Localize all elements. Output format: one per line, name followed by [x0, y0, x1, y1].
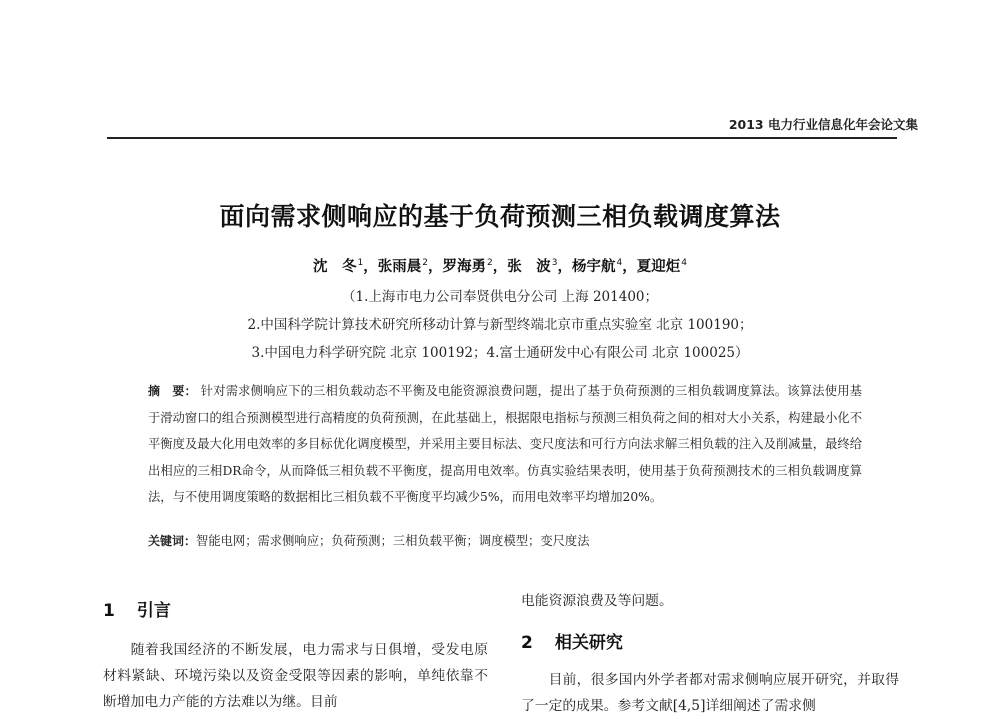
right-column: [521, 588, 899, 719]
related-paragraph: 目前，很多国内外学者都对需求侧响应展开研究，并取得了一定的成果。参考文献[4,5]详细阐述了需求侧: [521, 672, 899, 714]
author-list: 沈 冬$^1$，张雨晨$^2$，罗海勇$^2$，张 波$^3$，杨宇航$^4$，夏迎炬$^4$: [313, 258, 687, 275]
author-1: 沈 冬$^1$: [313, 258, 364, 275]
author-5: 杨宇航$^4$: [571, 258, 623, 275]
affiliation-line-3: 3.中国电力科学研究院 北京 100192；4.富士通研发中心有限公司 北京 100025）: [251, 345, 749, 361]
author-4: 张 波$^3$: [507, 258, 558, 275]
author-6: 夏迎炬$^4$: [636, 258, 687, 275]
affiliation-line-2: 2.中国科学院计算技术研究所移动计算与新型终端北京市重点实验室 北京 100190；: [247, 317, 753, 333]
section-heading-related: 2 相关研究: [521, 633, 623, 653]
header-rule: [107, 137, 897, 139]
author-3: 罗海勇$^2$: [442, 258, 493, 275]
intro-paragraph: 随着我国经济的不断发展，电力需求与日俱增，受发电原材料紧缺、环境污染以及资金受限等因素的影响，单纯依靠不断增加电力产能的方法难以为继。目前: [103, 642, 488, 710]
paper-title: 面向需求侧响应的基于负荷预测三相负载调度算法: [219, 202, 781, 231]
journal-header: 2013 电力行业信息化年会论文集: [728, 117, 918, 132]
keywords-label: 关键词：: [148, 534, 197, 548]
affiliation-line-1: （1.上海市电力公司奉贤供电分公司 上海 201400；: [342, 289, 658, 305]
abstract-text: 针对需求侧响应下的三相负载动态不平衡及电能资源浪费问题，提出了基于负荷预测的三相负载调度算法。该算法使用基于滑动窗口的组合预测模型进行高精度的负荷预测，在此基础上，根据限电指标与预测三相负荷之间的相对大小关系，构建最小化不平衡度及最大化用电效率的多目标优化调度模型，并采用主要目标法、变尺度法和可行方向法求解三相负载的注入及削减量，最终给出相应的三相DR命令，从而降低三相负载不平衡度，提高用电效率。仿真实验结果表明，使用基于负荷预测技术的三相负载调度算法，与不使用调度策略的数据相比三相负载不平衡度平均减少5%，而用电效率平均增加20%。: [148, 384, 862, 504]
author-2: 张雨晨$^2$: [377, 258, 429, 275]
keywords: [148, 531, 862, 549]
intro-continuation: 电能资源浪费及等问题。: [521, 593, 673, 609]
abstract-label: 摘 要：: [148, 384, 197, 398]
left-column: [103, 596, 488, 715]
keywords-text: 智能电网；需求侧响应；负荷预测；三相负载平衡；调度模型；变尺度法: [196, 534, 590, 548]
abstract: [148, 378, 862, 511]
section-heading-intro: 1 引言: [103, 601, 171, 621]
